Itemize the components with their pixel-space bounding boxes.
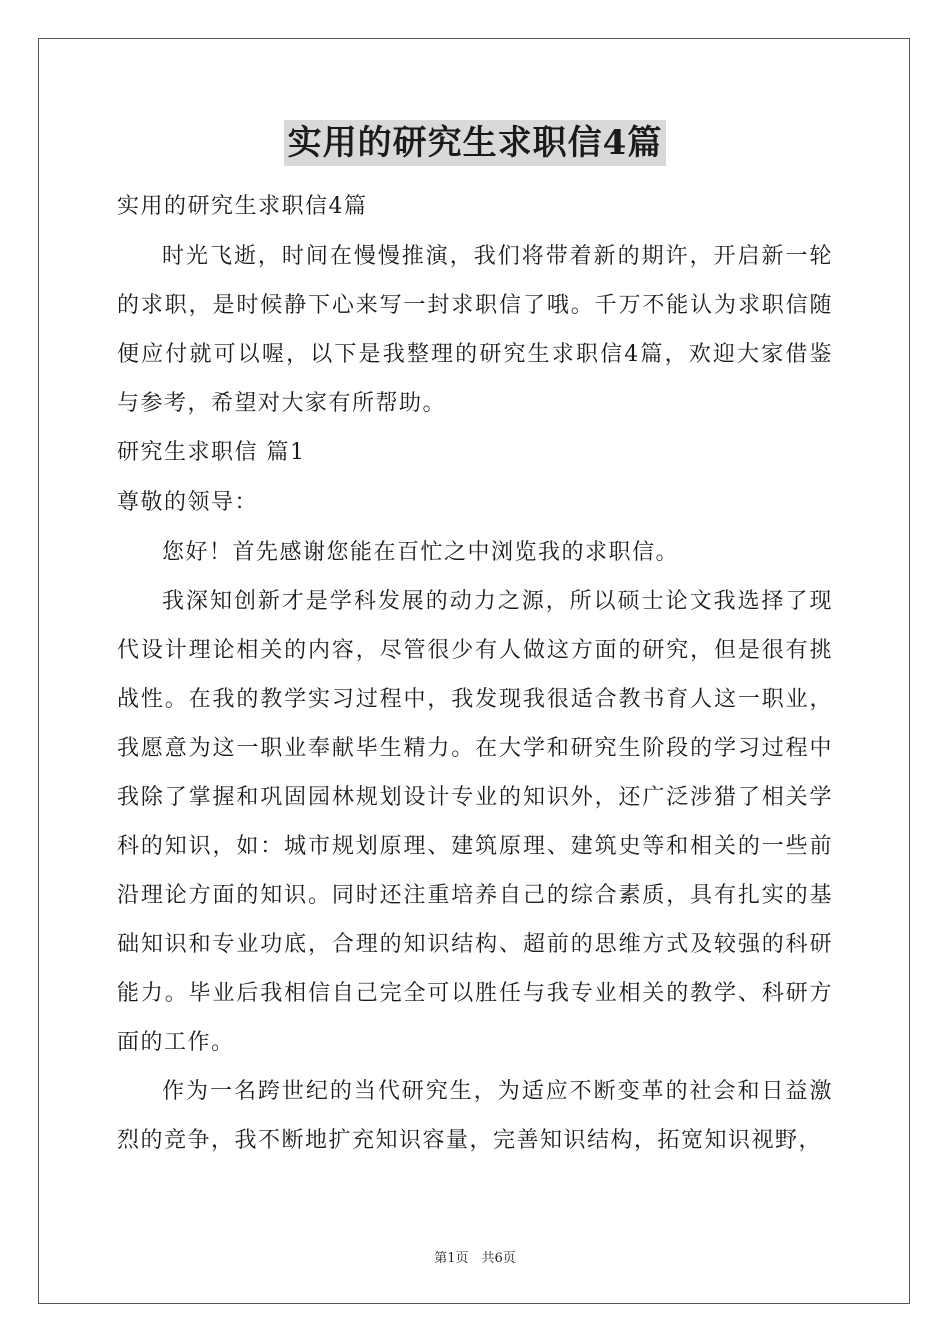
document-title (117, 120, 833, 168)
document-body (117, 120, 833, 1165)
letter-paragraph-3: 作为一名跨世纪的当代研究生，为适应不断变革的社会和日益激烈的竞争，我不断地扩充知识容量，完善知识结构，拓宽知识视野， (117, 1079, 833, 1153)
salutation: 尊敬的领导： (117, 490, 259, 515)
document-title-text: 实用的研究生求职信4篇 (284, 120, 667, 166)
intro-paragraph: 时光飞逝，时间在慢慢推演，我们将带着新的期许，开启新一轮的求职，是时候静下心来写一封求职信了哦。千万不能认为求职信随便应付就可以喔，以下是我整理的研究生求职信4篇，欢迎大家借鉴与参考，希望对大家有所帮助。 (117, 244, 833, 416)
section-heading: 研究生求职信 篇1 (117, 440, 306, 465)
letter-paragraph-2: 我深知创新才是学科发展的动力之源，所以硕士论文我选择了现代设计理论相关的内容，尽管很少有人做这方面的研究，但是很有挑战性。在我的教学实习过程中，我发现我很适合教书育人这一职业，我愿意为这一职业奉献毕生精力。在大学和研究生阶段的学习过程中我除了掌握和巩固园林规划设计专业的知识外，还广泛涉猎了相关学科的知识，如：城市规划原理、建筑原理、建筑史等和相关的一些前沿理论方面的知识。同时还注重培养自己的综合素质，具有扎实的基础知识和专业功底，合理的知识结构、超前的思维方式及较强的科研能力。毕业后我相信自己完全可以胜任与我专业相关的教学、科研方面的工作。 (117, 589, 833, 1055)
page-footer: 第1页 共6页 (434, 1251, 516, 1266)
document-subtitle: 实用的研究生求职信4篇 (117, 194, 368, 219)
letter-paragraph-1: 您好！首先感谢您能在百忙之中浏览我的求职信。 (162, 540, 680, 565)
